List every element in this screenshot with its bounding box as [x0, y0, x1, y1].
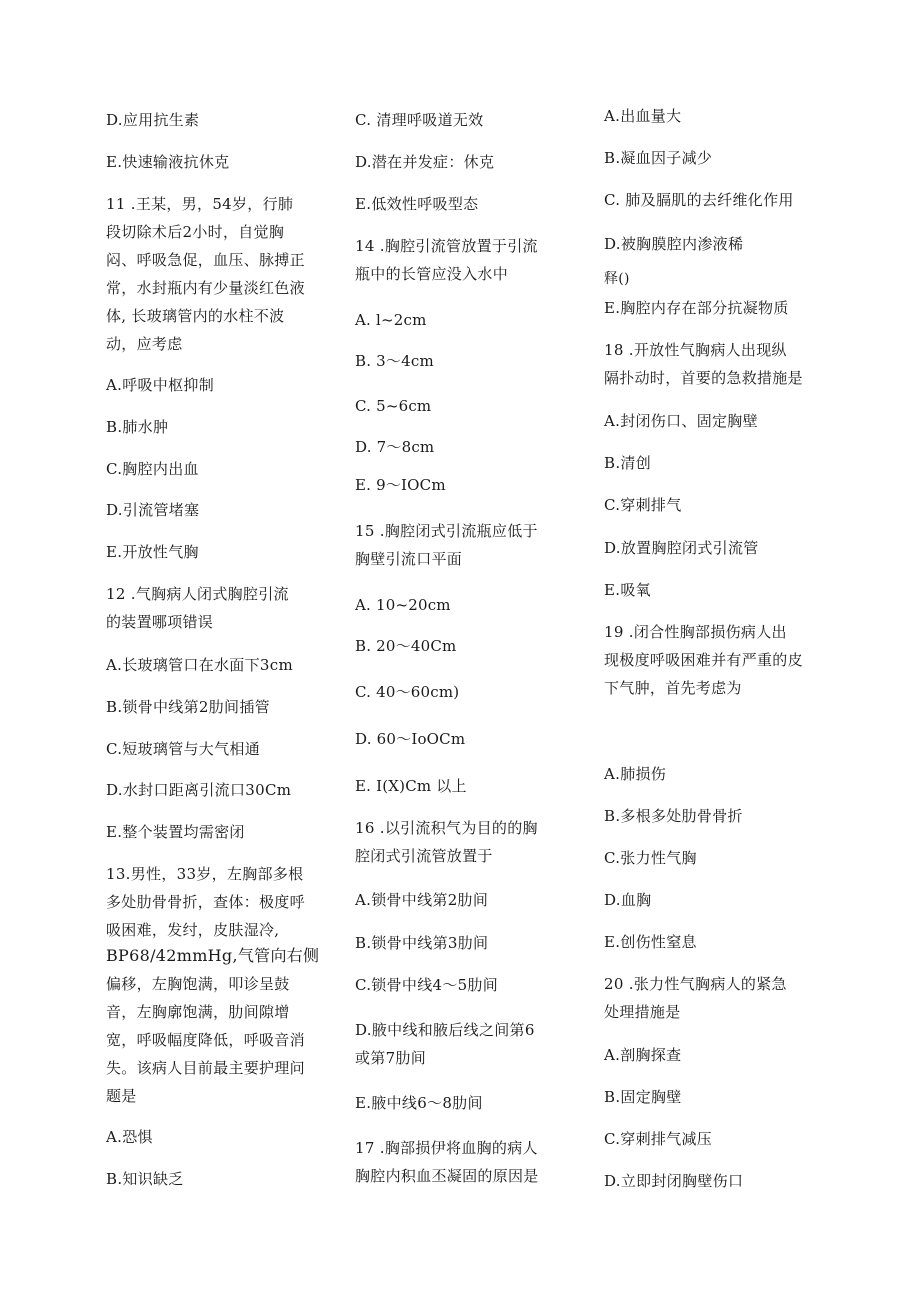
q11-stem-line: 段切除术后2小时，自觉胸: [106, 223, 285, 241]
q17-stem-line: 17 .胸部损伊将血胸的病人: [355, 1139, 538, 1157]
q13-stem-line: 13.男性，33岁，左胸部多根: [106, 865, 304, 883]
q12-option-d: D.水封口距离引流口30Cm: [106, 781, 292, 799]
q18-stem-line: 18 .开放性气胸病人出现纵: [604, 341, 787, 359]
q16-stem-line: 16 .以引流积气为目的的胸: [355, 819, 538, 837]
q13-stem-line: 多处肋骨骨折，查体：极度呼: [106, 893, 305, 911]
q20-stem-line: 20 .张力性气胸病人的紧急: [604, 975, 787, 993]
q20-stem-line: 处理措施是: [604, 1003, 681, 1021]
q19-option-e: E.创伤性窒息: [604, 933, 697, 951]
q11-stem-line: 11 .王某，男，54岁，行肺: [106, 195, 294, 213]
q13-option-a: A.恐惧: [106, 1128, 153, 1146]
q11-option-b: B.肺水肿: [106, 418, 169, 436]
q17-option-c: C. 肺及膈肌的去纤维化作用: [604, 191, 794, 209]
q13-stem-line: 失。该病人目前最主要护理问: [106, 1059, 305, 1077]
q16-option-a: A.锁骨中线第2肋间: [355, 891, 489, 909]
q15-option-d: D. 60～IoOCm: [355, 730, 466, 748]
q16-stem-line: 腔闭式引流管放置于: [355, 847, 493, 865]
q13-option-e: E.低效性呼吸型态: [355, 195, 479, 213]
q20-option-c: C.穿刺排气减压: [604, 1130, 713, 1148]
q18-option-b: B.清创: [604, 454, 651, 472]
q13-option-d: D.潜在并发症：休克: [355, 153, 495, 171]
q15-stem-line: 15 .胸腔闭式引流瓶应低于: [355, 522, 538, 540]
q15-option-c: C. 40～60cm): [355, 683, 460, 701]
q14-option-a: A. l~2cm: [355, 311, 427, 329]
q10-option-d: D.应用抗生素: [106, 111, 200, 129]
q19-option-a: A.肺损伤: [604, 765, 667, 783]
q13-option-b: B.知识缺乏: [106, 1170, 184, 1188]
q11-stem-line: 体, 长玻璃管内的水柱不波: [106, 307, 285, 325]
q20-option-a: A.剖胸探查: [604, 1046, 682, 1064]
q11-stem-line: 闷、呼吸急促，血压、脉搏正: [106, 251, 305, 269]
q12-option-e: E.整个装置均需密闭: [106, 823, 245, 841]
q14-stem-line: 14 .胸腔引流管放置于引流: [355, 237, 538, 255]
q15-option-a: A. 10~20cm: [355, 596, 451, 614]
q10-option-e: E.快速输液抗休克: [106, 153, 230, 171]
q13-stem-line: 音，左胸廓饱满，肋间隙增: [106, 1003, 290, 1021]
q18-option-c: C.穿刺排气: [604, 496, 682, 514]
q13-stem-line: 吸困难，发纣，皮肤湿冷,: [106, 921, 280, 939]
q17-option-b: B.凝血因子减少: [604, 149, 713, 167]
q18-option-e: E.吸氧: [604, 581, 651, 599]
q13-stem-line: 题是: [106, 1087, 137, 1105]
q20-option-d: D.立即封闭胸壁伤口: [604, 1172, 744, 1190]
q19-option-d: D.血胸: [604, 891, 652, 909]
q16-option-d: D.腋中线和腋后线之间第6: [355, 1021, 535, 1039]
q11-stem-line: 常，水封瓶内有少量淡红色液: [106, 279, 305, 297]
q11-stem-line: 动，应考虑: [106, 335, 183, 353]
q11-option-c: C.胸腔内出血: [106, 460, 199, 478]
q19-stem-line: 下气肿，首先考虑为: [604, 679, 742, 697]
q13-option-c: C. 清理呼吸道无效: [355, 111, 484, 129]
q11-option-e: E.开放性气胸: [106, 543, 199, 561]
q15-option-e: E. I(X)Cm 以上: [355, 777, 467, 795]
q13-stem-line: 偏移，左胸饱满，叩诊呈鼓: [106, 975, 290, 993]
q13-stem-line: 宽，呼吸幅度降低，呼吸音消: [106, 1031, 305, 1049]
q19-option-c: C.张力性气胸: [604, 849, 697, 867]
q18-option-a: A.封闭伤口、固定胸壁: [604, 412, 758, 430]
q17-option-e: E.胸腔内存在部分抗凝物质: [604, 299, 789, 317]
q20-option-b: B.固定胸壁: [604, 1088, 682, 1106]
q19-stem-line: 19 .闭合性胸部损伤病人出: [604, 623, 787, 641]
q15-stem-line: 胸壁引流口平面: [355, 550, 463, 568]
q14-option-e: E. 9～IOCm: [355, 476, 446, 494]
q17-option-d: D.被胸膜腔内渗液稀: [604, 235, 744, 253]
q16-option-e: E.腋中线6～8肋间: [355, 1094, 483, 1112]
q16-option-b: B.锁骨中线第3肋间: [355, 934, 489, 952]
q13-stem-line: BP68/42mmHg,气管向右侧: [106, 946, 320, 965]
q14-option-b: B. 3～4cm: [355, 352, 434, 370]
q15-option-b: B. 20～40Cm: [355, 637, 457, 655]
q18-stem-line: 隔扑动时，首要的急救措施是: [604, 369, 803, 387]
q14-stem-line: 瓶中的长管应没入水中: [355, 265, 509, 283]
q16-option-d-cont: 或第7肋间: [355, 1049, 427, 1067]
q12-stem-line: 的装置哪项错误: [106, 613, 214, 631]
q12-stem-line: 12 .气胸病人闭式胸腔引流: [106, 585, 289, 603]
q17-option-d-cont: 释(): [604, 271, 630, 287]
q19-stem-line: 现极度呼吸困难并有严重的皮: [604, 651, 803, 669]
q17-option-a: A.出血量大: [604, 107, 682, 125]
q12-option-b: B.锁骨中线第2肋间插管: [106, 698, 270, 716]
q17-stem-line: 胸腔内积血丕凝固的原因是: [355, 1167, 539, 1185]
q12-option-c: C.短玻璃管与大气相通: [106, 740, 261, 758]
q12-option-a: A.长玻璃管口在水面下3cm: [106, 656, 293, 674]
q19-option-b: B.多根多处肋骨骨折: [604, 807, 743, 825]
q16-option-c: C.锁骨中线4～5肋间: [355, 976, 499, 994]
q14-option-d: D. 7～8cm: [355, 438, 435, 456]
q11-option-a: A.呼吸中枢抑制: [106, 376, 215, 394]
q18-option-d: D.放置胸腔闭式引流管: [604, 539, 759, 557]
q11-option-d: D.引流管堵塞: [106, 501, 200, 519]
q14-option-c: C. 5~6cm: [355, 397, 432, 415]
